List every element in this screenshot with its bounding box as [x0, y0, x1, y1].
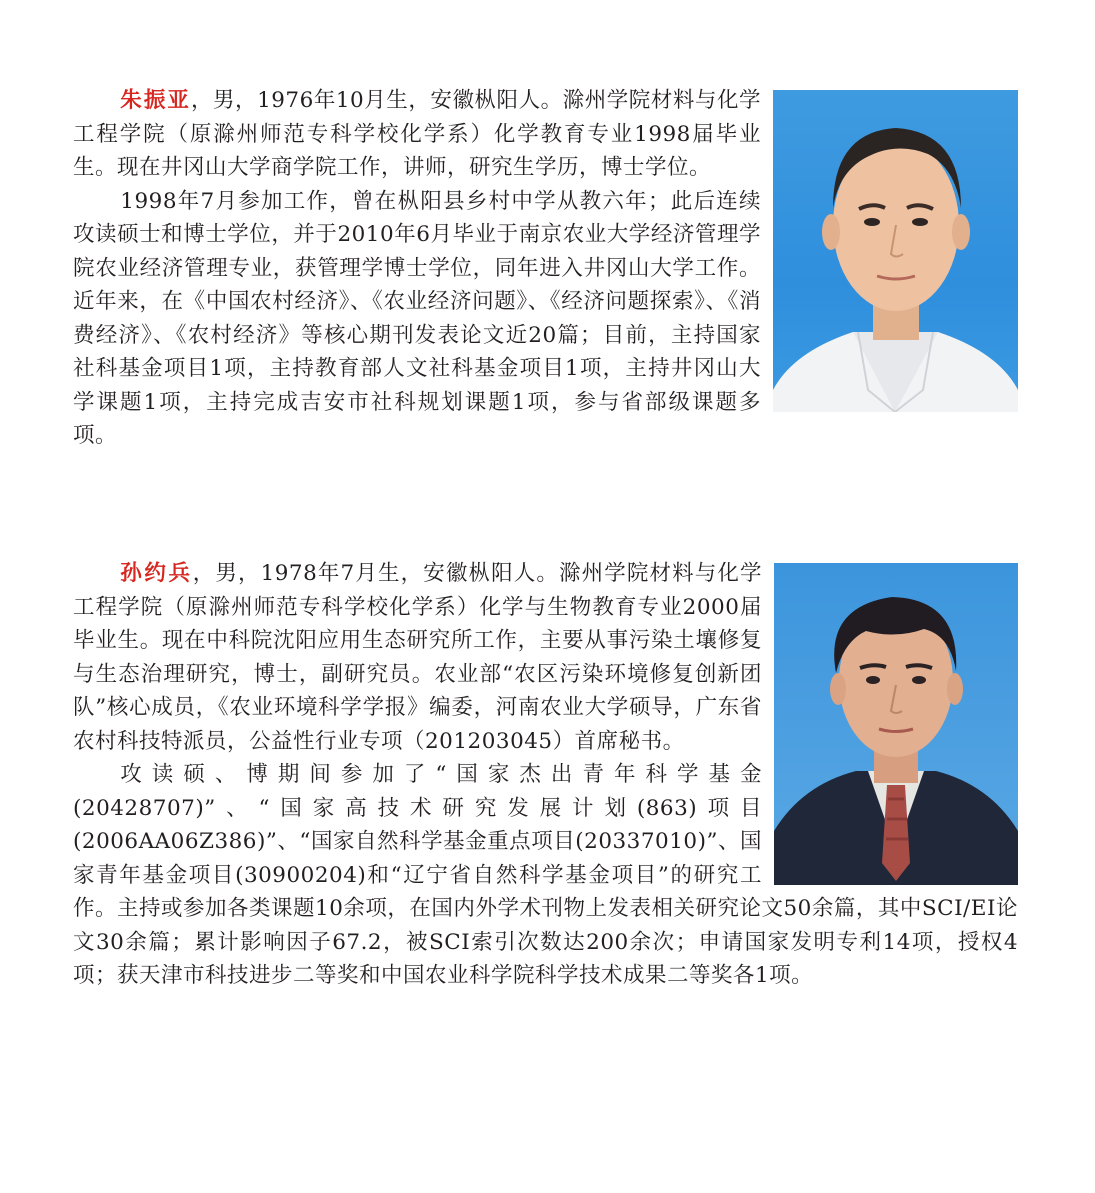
portrait-photo: [774, 563, 1018, 885]
person-name: 孙约兵: [120, 561, 193, 586]
portrait-illustration: [773, 90, 1018, 412]
portrait-illustration: [774, 563, 1018, 885]
portrait-photo: [773, 90, 1018, 412]
profile-body: 1998年7月参加工作，曾在枞阳县乡村中学从教六年；此后连续攻读硕士和博士学位，并于2010年6月毕业于南京农业大学经济管理学院农业经济管理专业，获管理学博士学位，同年进入井冈山大学工作。近年来，在《中国农村经济》、《农业经济问题》、《经济问题探索》、《消费经济》、《农村经济》等核心期刊发表论文近20篇；目前，主持国家社科基金项目1项，主持教育部人文社科基金项目1项，主持井冈山大学课题1项，主持完成吉安市社科规划课题1项，参与省部级课题多项。: [73, 188, 761, 448]
profile-zhu-zhenya: [73, 84, 1018, 453]
intro-text: ，男，1976年10月生，安徽枞阳人。滁州学院材料与化学工程学院（原滁州师范专科学校化学系）化学教育专业1998届毕业生。现在井冈山大学商学院工作，讲师，研究生学历，博士学位。: [73, 88, 761, 180]
profile-body: 攻读硕、博期间参加了“国家杰出青年科学基金(20428707)”、“国家高技术研究发展计划(863)项目(2006AA06Z386)”、“国家自然科学基金重点项目(20337010)”、国家青年基金项目(30900204)和“辽宁省自然科学基金项目”的研究工作。主持或参加各类课题10余项，在国内外学术刊物上发表相关研究论文50余篇，其中SCI/EI论文30余篇；累计影响因子67.2，被SCI索引次数达200余次；申请国家发明专利14项，授权4项；获天津市科技进步二等奖和中国农业科学院科学技术成果二等奖各1项。: [73, 762, 1018, 988]
profile-sun-yuebing: [73, 557, 1018, 993]
intro-text: ，男，1978年7月生，安徽枞阳人。滁州学院材料与化学工程学院（原滁州师范专科学校化学系）化学与生物教育专业2000届毕业生。现在中科院沈阳应用生态研究所工作，主要从事污染土壤修复与生态治理研究，博士，副研究员。农业部“农区污染环境修复创新团队”核心成员，《农业环境科学学报》编委，河南农业大学硕导，广东省农村科技特派员，公益性行业专项（201203045）首席秘书。: [73, 561, 762, 754]
person-name: 朱振亚: [120, 88, 191, 113]
